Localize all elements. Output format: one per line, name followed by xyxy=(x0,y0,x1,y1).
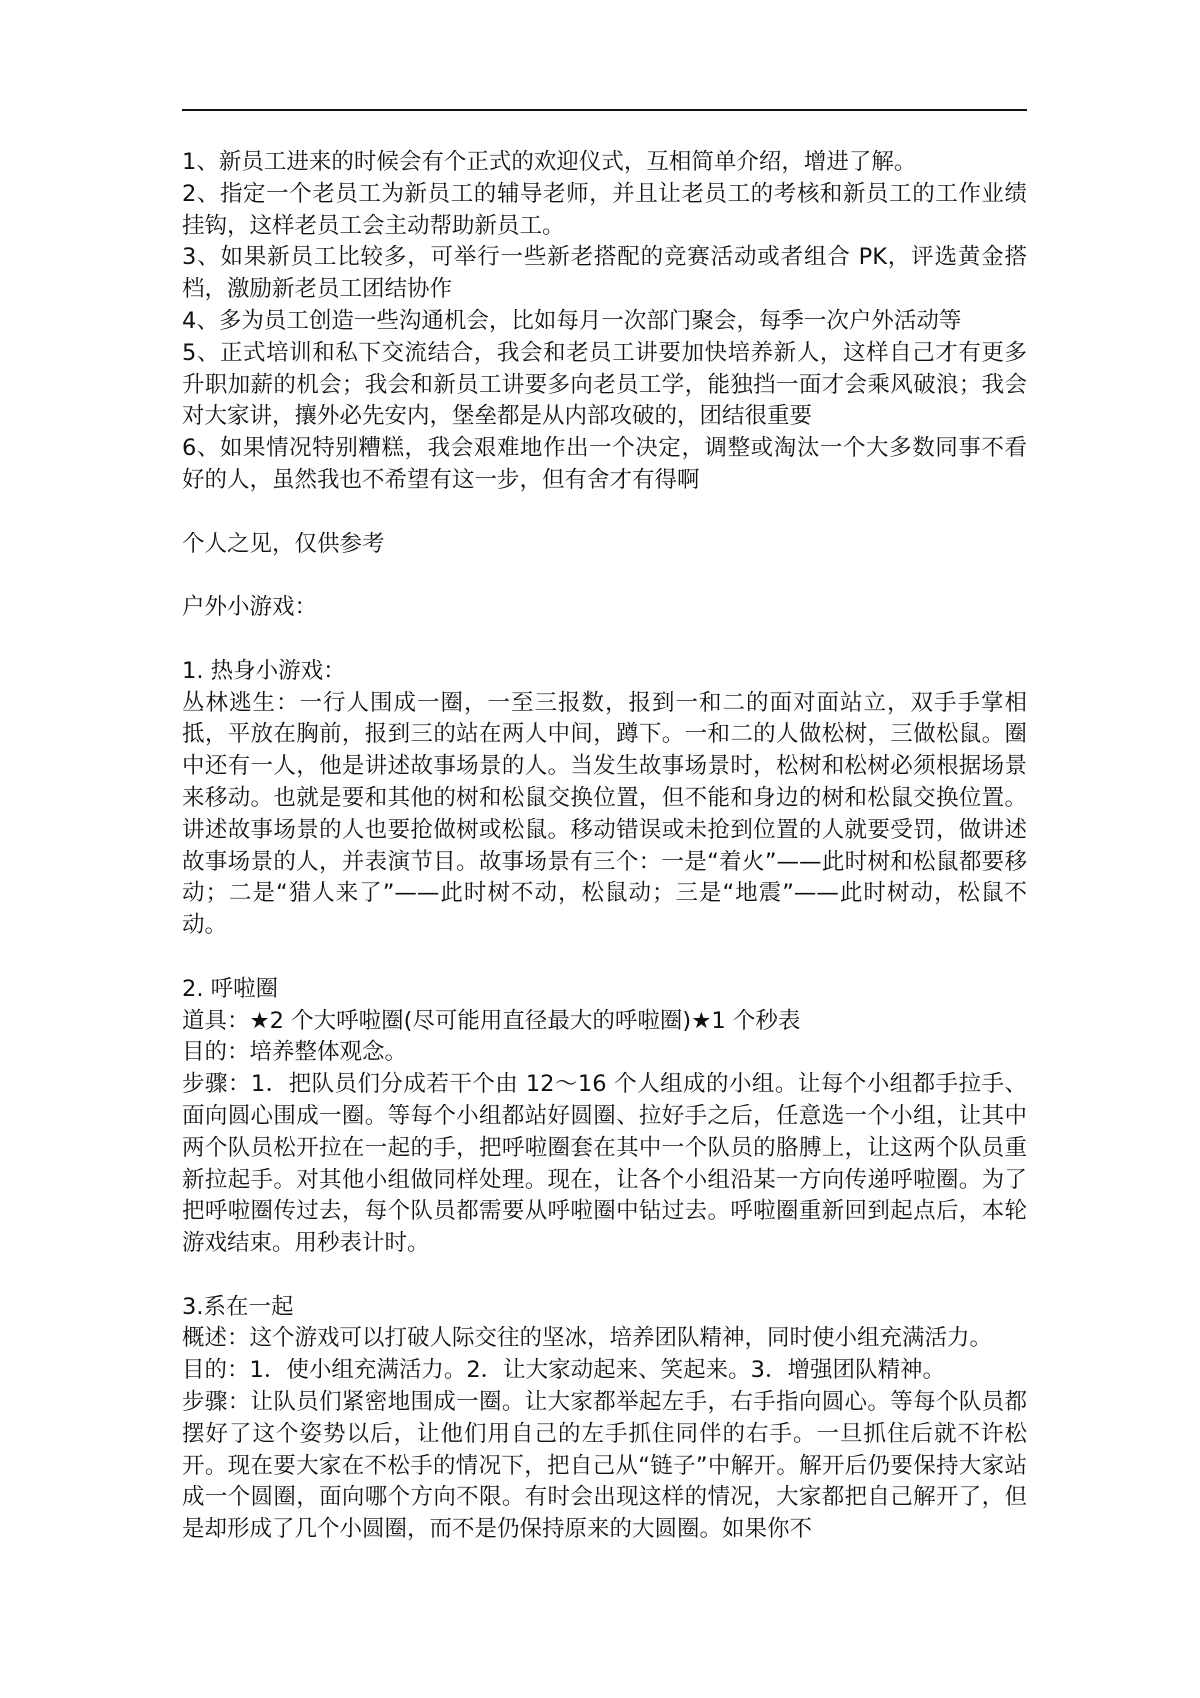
paragraph: 目的：1．使小组充满活力。2．让大家动起来、笑起来。3．增强团队精神。 xyxy=(182,1357,945,1384)
paragraph: 步骤：让队员们紧密地围成一圈。让大家都举起左手，右手指向圆心。等每个队员都摆好了这个姿势以后，让他们用自己的左手抓住同伴的右手。一旦抓住后就不许松开。现在要大家在不松手的情况下，把自己从“链子”中解开。解开后仍要保持大家站成一个圆圈，面向哪个方向不限。有时会出现这样的情况，大家都把自己解开了，但是却形成了几个小圆圈，而不是仍保持原来的大圆圈。如果你不 xyxy=(182,1389,1027,1543)
paragraph: 道具：★2 个大呼啦圈(尽可能用直径最大的呼啦圈)★1 个秒表 xyxy=(182,1007,801,1034)
paragraph: 概述：这个游戏可以打破人际交往的坚冰，培养团队精神，同时使小组充满活力。 xyxy=(182,1325,993,1352)
paragraph: 1、新员工进来的时候会有个正式的欢迎仪式，互相简单介绍，增进了解。 xyxy=(182,149,917,175)
paragraph: 2、指定一个老员工为新员工的辅导老师，并且让老员工的考核和新员工的工作业绩挂钩，这样老员工会主动帮助新员工。 xyxy=(182,180,1027,239)
paragraph: 目的：培养整体观念。 xyxy=(182,1039,408,1066)
paragraph: 1. 热身小游戏： xyxy=(182,657,346,684)
paragraph: 户外小游戏： xyxy=(182,594,318,621)
blank-line xyxy=(182,942,1027,974)
document-body xyxy=(182,147,1027,1546)
paragraph: 2. 呼啦圈 xyxy=(182,975,279,1002)
paragraph: 步骤：1．把队员们分成若干个由 12～16 个人组成的小组。让每个小组都手拉手、面向圆心围成一圈。等每个小组都站好圆圈、拉好手之后，任意选一个小组，让其中两个队员松开拉在一起的手，把呼啦圈套在其中一个队员的胳膊上，让这两个队员重新拉起手。对其他小组做同样处理。现在，让各个小组沿某一方向传递呼啦圈。为了把呼啦圈传过去，每个队员都需要从呼啦圈中钻过去。呼啦圈重新回到起点后，本轮游戏结束。用秒表计时。 xyxy=(182,1071,1027,1257)
blank-line xyxy=(182,497,1027,529)
paragraph: 3、如果新员工比较多，可举行一些新老搭配的竞赛活动或者组合 PK，评选黄金搭档，激励新老员工团结协作 xyxy=(182,244,1027,303)
paragraph: 4、多为员工创造一些沟通机会，比如每月一次部门聚会，每季一次户外活动等 xyxy=(182,307,962,334)
blank-line xyxy=(182,624,1027,656)
paragraph: 6、如果情况特别糟糕，我会艰难地作出一个决定，调整或淘汰一个大多数同事不看好的人，虽然我也不希望有这一步，但有舍才有得啊 xyxy=(182,435,1027,493)
paragraph: 丛林逃生：一行人围成一圈，一至三报数，报到一和二的面对面站立，双手手掌相抵，平放在胸前，报到三的站在两人中间，蹲下。一和二的人做松树，三做松鼠。圈中还有一人，他是讲述故事场景的人。当发生故事场景时，松树和松树必须根据场景来移动。也就是要和其他的树和松鼠交换位置，但不能和身边的树和松鼠交换位置。讲述故事场景的人也要抢做树或松鼠。移动错误或未抢到位置的人就要受罚，做讲述故事场景的人，并表演节目。故事场景有三个：一是“着火”——此时树和松鼠都要移动；二是“猎人来了”——此时树不动，松鼠动；三是“地震”——此时树动，松鼠不动。 xyxy=(182,689,1027,939)
paragraph: 个人之见，仅供参考 xyxy=(182,530,385,557)
header-rule xyxy=(182,109,1027,111)
blank-line xyxy=(182,560,1027,592)
paragraph: 5、正式培训和私下交流结合，我会和老员工讲要加快培养新人，这样自己才有更多升职加薪的机会；我会和新员工讲要多向老员工学，能独挡一面才会乘风破浪；我会对大家讲，攘外必先安内，堡垒都是从内部攻破的，团结很重要 xyxy=(182,339,1027,430)
paragraph: 3.系在一起 xyxy=(182,1293,294,1320)
blank-line xyxy=(182,1260,1027,1292)
